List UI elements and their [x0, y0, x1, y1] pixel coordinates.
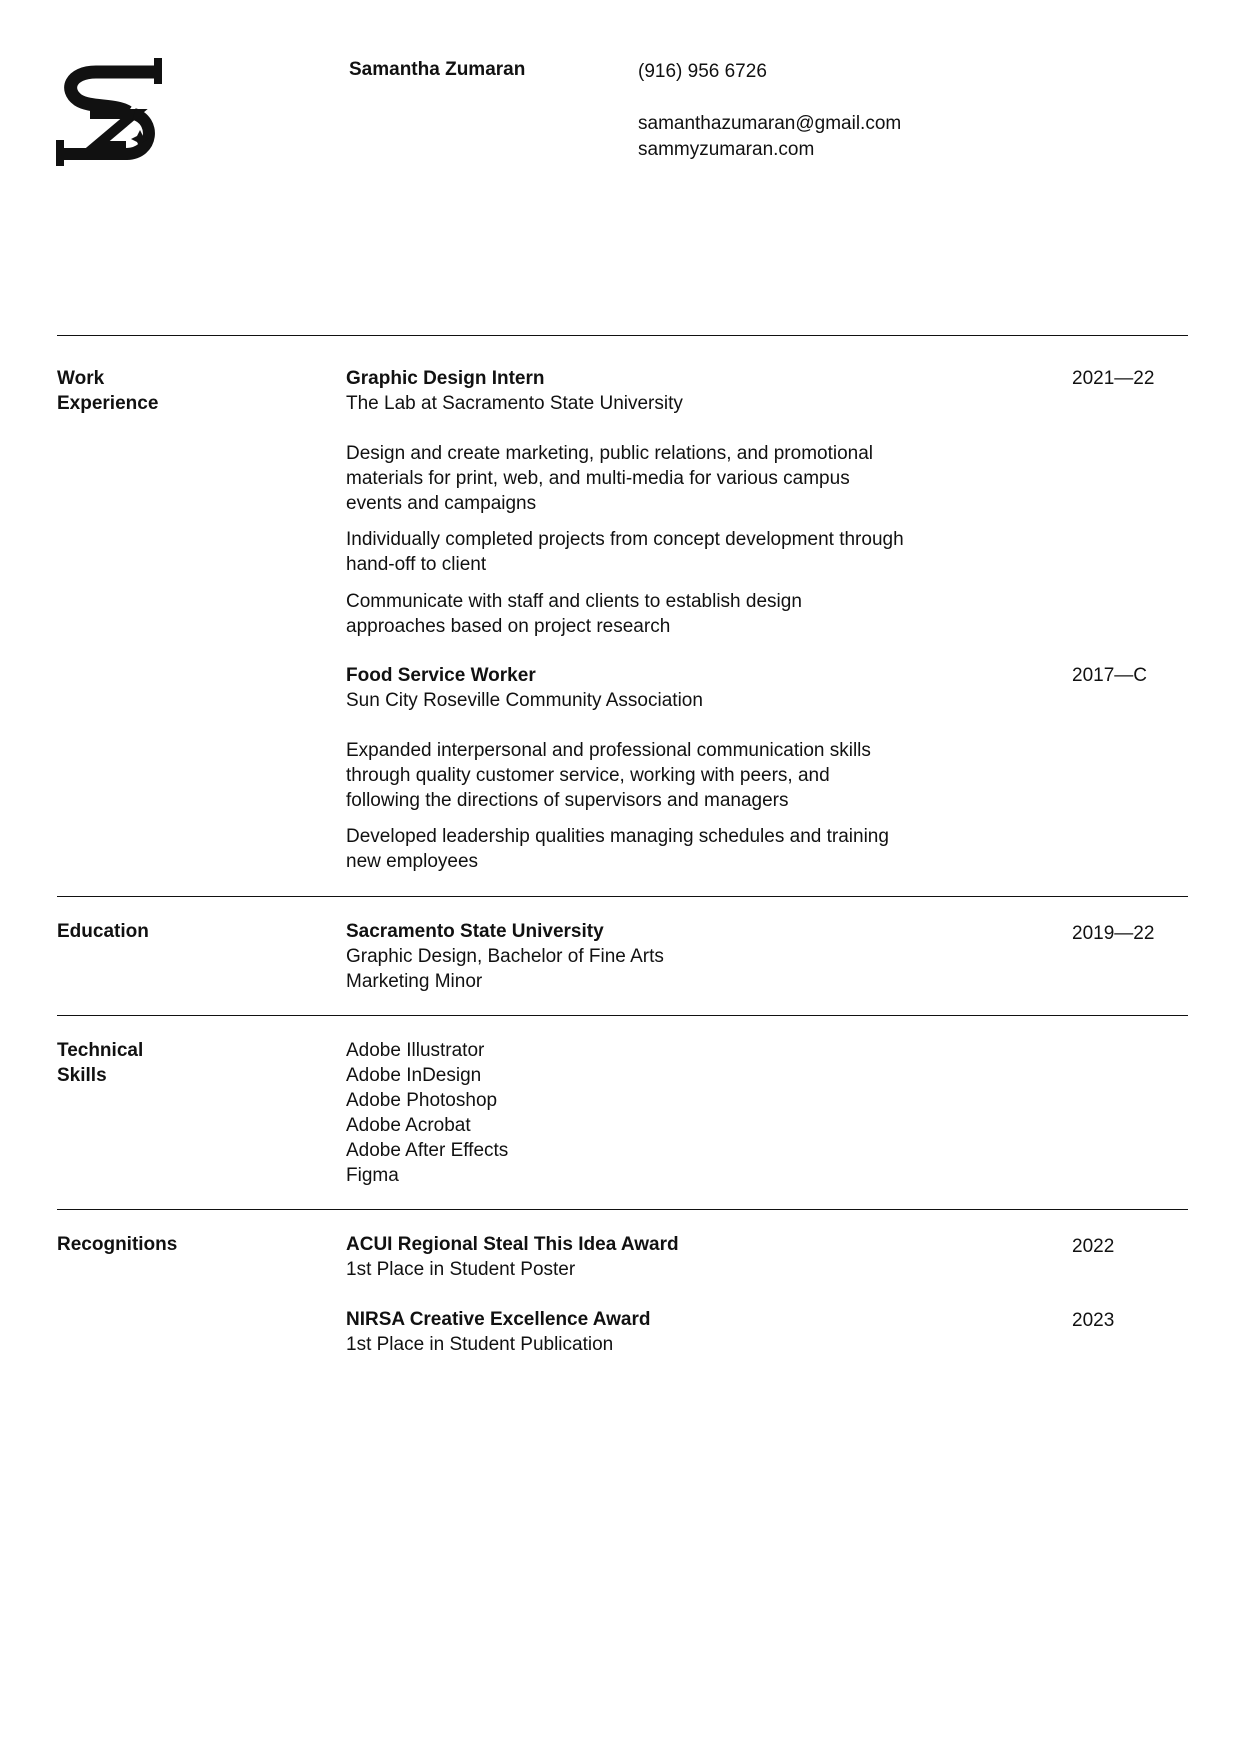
job-title: Graphic Design Intern: [346, 368, 545, 389]
recognitions-heading: Recognitions: [57, 1234, 178, 1255]
section-divider: [57, 1209, 1188, 1210]
award-year: 2022: [1072, 1236, 1115, 1257]
section-divider: [57, 335, 1188, 336]
degree: Graphic Design, Bachelor of Fine Arts: [346, 946, 664, 967]
award-detail: 1st Place in Student Publication: [346, 1334, 614, 1355]
job-bullet: Individually completed projects from concept development through hand-off to client: [346, 529, 904, 575]
skill-item: Adobe Illustrator: [346, 1040, 485, 1061]
education-heading: Education: [57, 921, 149, 942]
contact-info: [638, 59, 901, 163]
job-bullet: Communicate with staff and clients to establish design approaches based on project research: [346, 591, 802, 637]
award-entry: [346, 1307, 906, 1357]
award-title: NIRSA Creative Excellence Award: [346, 1309, 651, 1330]
job-bullet: Expanded interpersonal and professional communication skills through quality customer service, working with peers, and following the directions of supervisors and managers: [346, 740, 871, 811]
skills-list: [346, 1038, 906, 1188]
job-organization: Sun City Roseville Community Association: [346, 690, 703, 711]
job-dates: 2021—22: [1072, 368, 1155, 389]
candidate-name: Samantha Zumaran: [349, 59, 526, 80]
email-address[interactable]: samanthazumaran@gmail.com: [638, 113, 902, 134]
skill-item: Adobe Acrobat: [346, 1115, 471, 1136]
skill-item: Figma: [346, 1165, 399, 1186]
skill-item: Adobe After Effects: [346, 1140, 509, 1161]
phone-number: (916) 956 6726: [638, 61, 767, 82]
technical-skills-heading: Technical Skills: [57, 1040, 144, 1086]
school-name: Sacramento State University: [346, 921, 604, 942]
skill-item: Adobe InDesign: [346, 1065, 482, 1086]
job-title: Food Service Worker: [346, 665, 536, 686]
work-experience-heading: Work Experience: [57, 368, 159, 414]
minor: Marketing Minor: [346, 971, 483, 992]
award-title: ACUI Regional Steal This Idea Award: [346, 1234, 679, 1255]
award-detail: 1st Place in Student Poster: [346, 1259, 576, 1280]
award-year: 2023: [1072, 1310, 1115, 1331]
job-bullet: Developed leadership qualities managing schedules and training new employees: [346, 826, 889, 872]
job-entry-graphic-design-intern: [346, 366, 906, 416]
job-entry-food-service-worker: [346, 663, 906, 713]
sz-monogram-logo: [56, 58, 162, 166]
website-link[interactable]: sammyzumaran.com: [638, 139, 815, 160]
skill-item: Adobe Photoshop: [346, 1090, 498, 1111]
section-divider: [57, 896, 1188, 897]
job-dates: 2017—C: [1072, 665, 1147, 686]
section-divider: [57, 1015, 1188, 1016]
education-entry: [346, 919, 906, 994]
job-bullet: Design and create marketing, public relations, and promotional materials for print, web, and multi-media for various campus events and campaigns: [346, 443, 874, 514]
award-entry: [346, 1232, 906, 1282]
education-dates: 2019—22: [1072, 923, 1155, 944]
job-organization: The Lab at Sacramento State University: [346, 393, 683, 414]
